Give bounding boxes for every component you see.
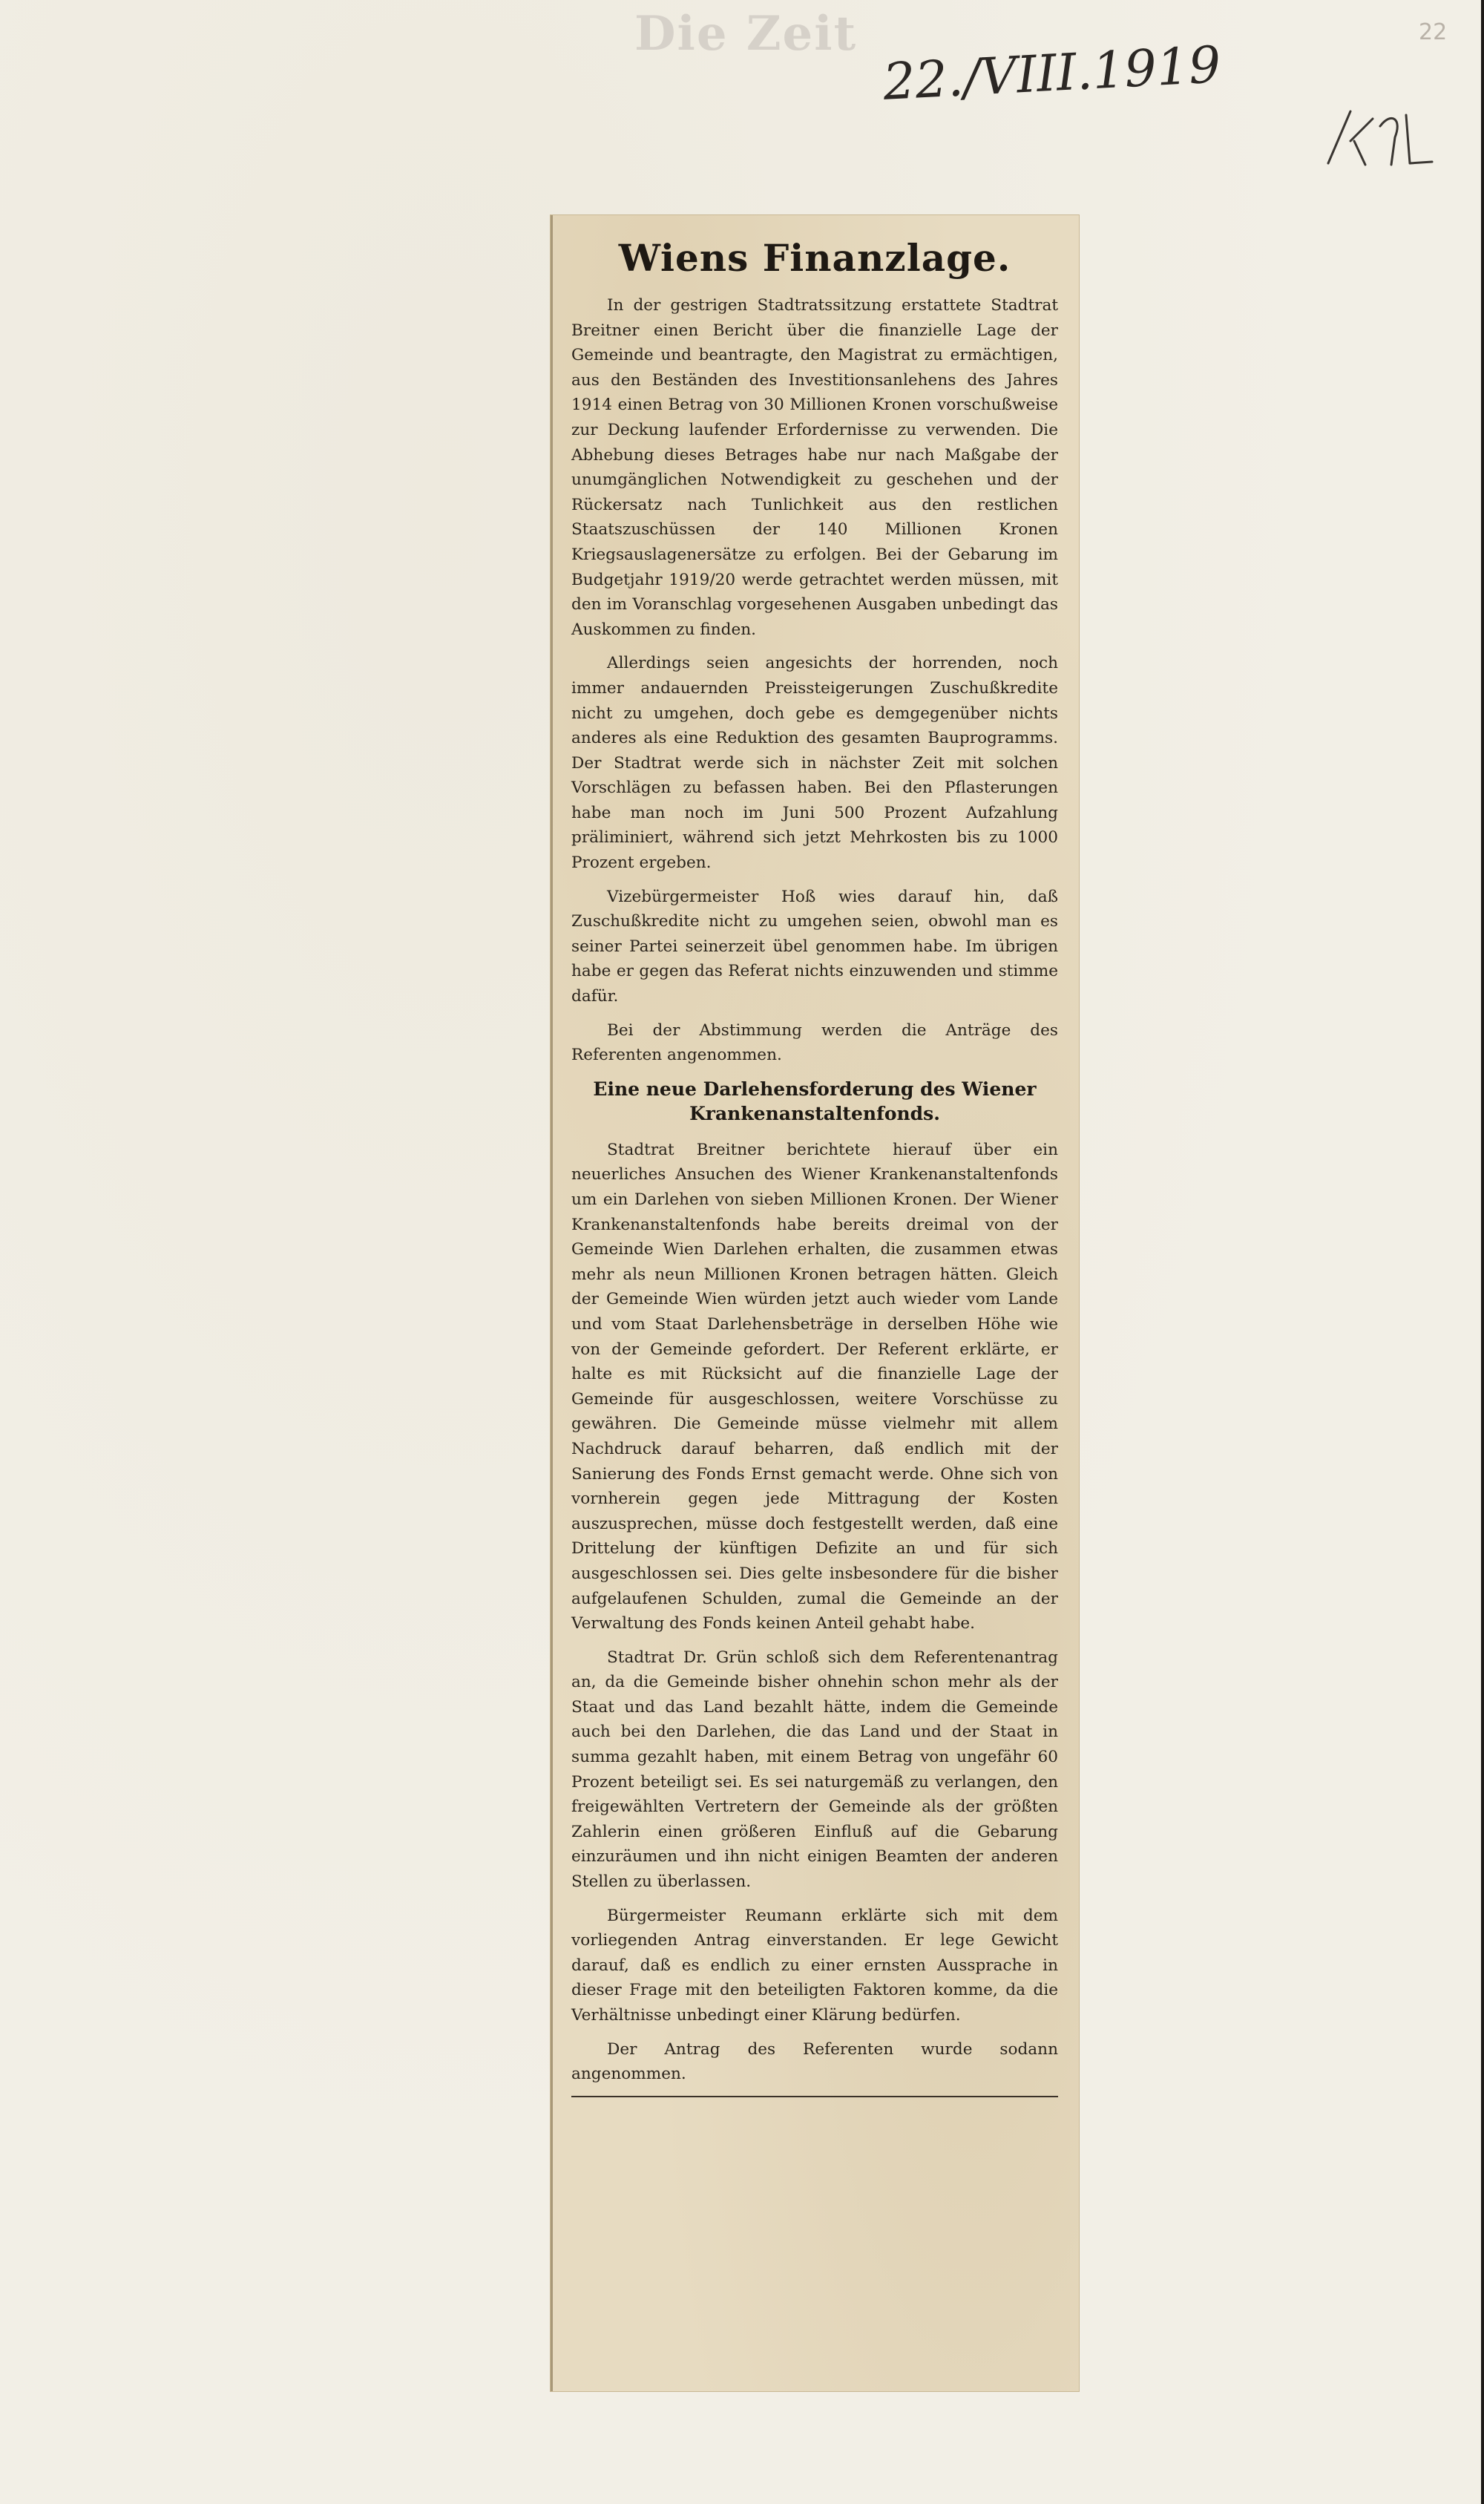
handwritten-date: 22./VIII.1919 [881, 36, 1223, 112]
column-rule [551, 215, 553, 2391]
article-subheadline: Eine neue Darlehensforderung des Wiener Krankenanstaltenfonds. [593, 1078, 1037, 1124]
article-paragraph: Bei der Abstimmung werden die Anträge des Referenten angenommen. [571, 1020, 1058, 1065]
article-paragraph: Stadtrat Dr. Grün schloß sich dem Referentenantrag an, da die Gemeinde bisher ohnehin schon mehr als der Staat und das Land bezahlt hätte, indem die Gemeinde auch bei den Darlehen, die das Land und der Staat in summa gezahlt haben, mit einem Betrag von ungefähr 60 Prozent beteiligt sei. Es sei naturgemäß zu verlangen, den freigewählten Vertretern der Gemeinde als der größten Zahlerin einen größeren Einfluß auf die Gebarung einzuräumen und ihn nicht einigen Beamten der anderen Stellen zu überlassen. [571, 1648, 1058, 1892]
article-paragraph: Vizebürgermeister Hoß wies darauf hin, daß Zuschußkredite nicht zu umgehen seien, obwohl man es seiner Partei seinerzeit übel genommen habe. Im übrigen habe er gegen das Referat nichts einzuwenden und stimme dafür. [571, 887, 1058, 1006]
article-headline: Wiens Finanzlage. [618, 236, 1011, 280]
article-paragraph: Der Antrag des Referenten wurde sodann angenommen. [571, 2039, 1058, 2084]
article-paragraph: Stadtrat Breitner berichtete hierauf über ein neuerliches Ansuchen des Wiener Krankenanstaltenfonds um ein Darlehen von sieben Millionen Kronen. Der Wiener Krankenanstaltenfonds habe bereits dreimal von der Gemeinde Wien Darlehen erhalten, die zusammen etwas mehr als neun Millionen Kronen betragen hätten. Gleich der Gemeinde Wien würden jetzt auch wieder vom Lande und vom Staat Darlehensbeträge in derselben Höhe wie von der Gemeinde gefordert. Der Referent erklärte, er halte es mit Rücksicht auf die finanzielle Lage der Gemeinde für ausgeschlossen, weitere Vorschüsse zu gewähren. Die Gemeinde müsse vielmehr mit allem Nachdruck darauf beharren, daß endlich mit der Sanierung des Fonds Ernst gemacht werde. Ohne sich von vornherein gegen jede Mittragung der Kosten auszusprechen, müsse doch festgestellt werden, daß eine Drittelung der künftigen Defizite an und für sich ausgeschlossen sei. Dies gelte insbesondere für die bisher aufgelaufenen Schulden, zumal die Gemeinde an der Verwaltung des Fonds keinen Anteil gehabt habe. [571, 1140, 1058, 1633]
article-paragraph: Bürgermeister Reumann erklärte sich mit dem vorliegenden Antrag einverstanden. Er lege Gewicht darauf, daß es endlich zu einer ernsten Aussprache in dieser Frage mit den beteiligten Faktoren komme, da die Verhältnisse unbedingt einer Klärung bedürfen. [571, 1906, 1058, 2025]
closing-rule [571, 2096, 1058, 2097]
article-paragraph: In der gestrigen Stadtratssitzung erstattete Stadtrat Breitner einen Bericht über die finanzielle Lage der Gemeinde und beantragte, den Magistrat zu ermächtigen, aus den Beständen des Investitionsanlehens des Jahres 1914 einen Betrag von 30 Millionen Kronen vorschußweise zur Deckung laufender Erfordernisse zu verwenden. Die Abhebung dieses Betrages habe nur nach Maßgabe der unumgänglichen Notwendigkeit zu geschehen und der Rückersatz nach Tunlichkeit aus den restlichen Staatszuschüssen der 140 Millionen Kronen Kriegsauslagenersätze zu erfolgen. Bei der Gebarung im Budgetjahr 1919/20 werde getrachtet werden müssen, mit den im Voranschlag vorgesehenen Ausgaben unbedingt das Auskommen zu finden. [571, 296, 1058, 639]
page-number: 22 [1419, 19, 1448, 45]
handwritten-initials-mark [1321, 104, 1439, 171]
newspaper-stamp: Die Zeit [634, 6, 858, 62]
newspaper-clipping [551, 215, 1079, 2391]
article-paragraph: Allerdings seien angesichts der horrenden, noch immer andauernden Preissteigerungen Zuschußkredite nicht zu umgehen, doch gebe es demgegenüber nichts anderes als eine Reduktion des gesamten Bauprogramms. Der Stadtrat werde sich in nächster Zeit mit solchen Vorschlägen zu befassen haben. Bei den Pflasterungen habe man noch im Juni 500 Prozent Aufzahlung präliminiert, während sich jetzt Mehrkosten bis zu 1000 Prozent ergeben. [571, 654, 1058, 873]
